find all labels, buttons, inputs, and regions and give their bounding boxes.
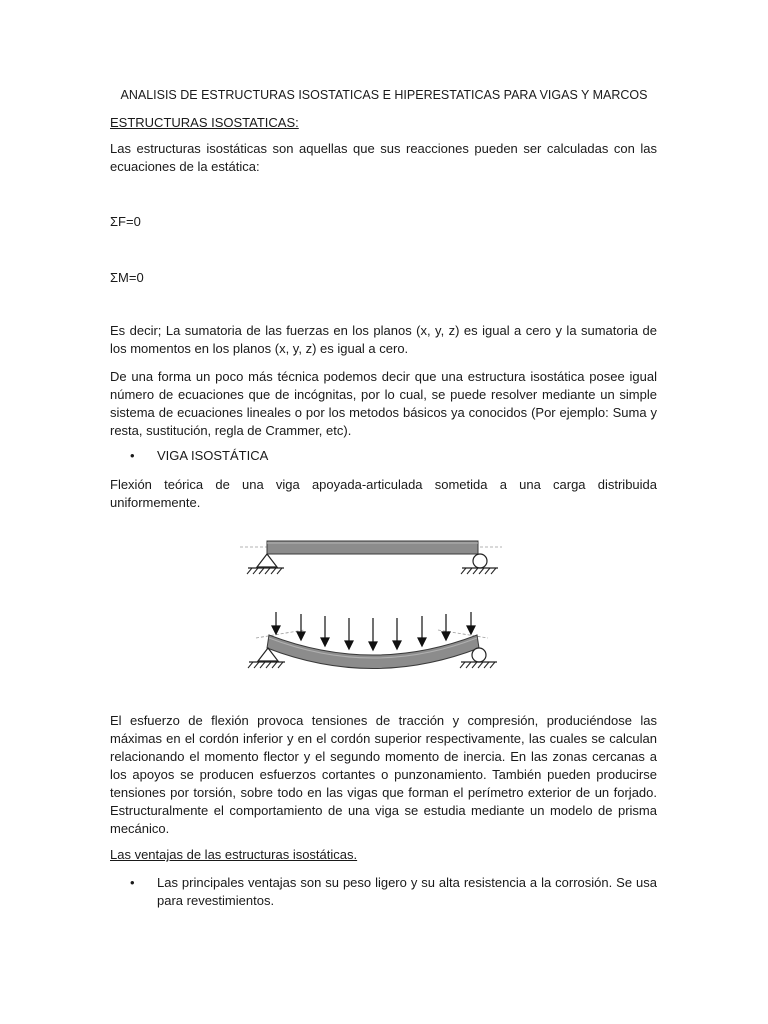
ventajas-heading: Las ventajas de las estructuras isostáticas. — [110, 847, 358, 862]
bullet-icon: • — [130, 875, 135, 890]
paragraph-es-decir: Es decir; La sumatoria de las fuerzas en los planos (x, y, z) es igual a cero y la sumatoria de los momentos en los planos (x, y, z) es igual a cero. — [110, 323, 657, 356]
document-title: ANALISIS DE ESTRUCTURAS ISOSTATICAS E HIPERESTATICAS PARA VIGAS Y MARCOS — [120, 88, 648, 102]
straight-beam-figure — [240, 541, 502, 574]
section-heading: ESTRUCTURAS ISOSTATICAS: — [110, 115, 299, 130]
deflected-beam-figure — [248, 612, 497, 669]
pin-support-icon — [247, 554, 284, 574]
paragraph-flexion: Flexión teórica de una viga apoyada-articulada sometida a una carga distribuida uniformemente. — [110, 477, 657, 510]
bullet-ventajas-text: Las principales ventajas son su peso ligero y su alta resistencia a la corrosión. Se usa para revestimientos. — [157, 875, 657, 908]
bullet-viga-label: VIGA ISOSTÁTICA — [157, 448, 269, 463]
equation-moment: ΣM=0 — [110, 270, 144, 285]
roller-support-icon — [461, 554, 498, 574]
bullet-icon: • — [130, 448, 135, 463]
intro-paragraph: Las estructuras isostáticas son aquellas que sus reacciones pueden ser calculadas con las ecuaciones de la estática: — [110, 141, 657, 174]
paragraph-tecnica: De una forma un poco más técnica podemos decir que una estructura isostática posee igual número de ecuaciones que de incógnitas, por lo cual, se puede resolver mediante un simple sistema de ecuaciones lineales o por los metodos básicos ya conocidos (Por ejemplo: Suma y resta, sustitución, regla de Crammer, etc). — [110, 369, 657, 438]
paragraph-esfuerzo: El esfuerzo de flexión provoca tensiones de tracción y compresión, produciéndose las máximas en el cordón inferior y en el cordón superior respectivamente, las cuales se calculan relacionando el momento flector y el segundo momento de inercia. En las zonas cercanas a los apoyos se producen esfuerzos cortantes o punzonamiento. También pueden producirse tensiones por torsión, sobre todo en las vigas que forman el perímetro exterior de un forjado. Estructuralmente el comportamiento de una viga se estudia mediante un modelo de prisma mecánico. — [110, 713, 657, 836]
equation-force: ΣF=0 — [110, 214, 141, 229]
beam-diagram — [236, 528, 506, 690]
